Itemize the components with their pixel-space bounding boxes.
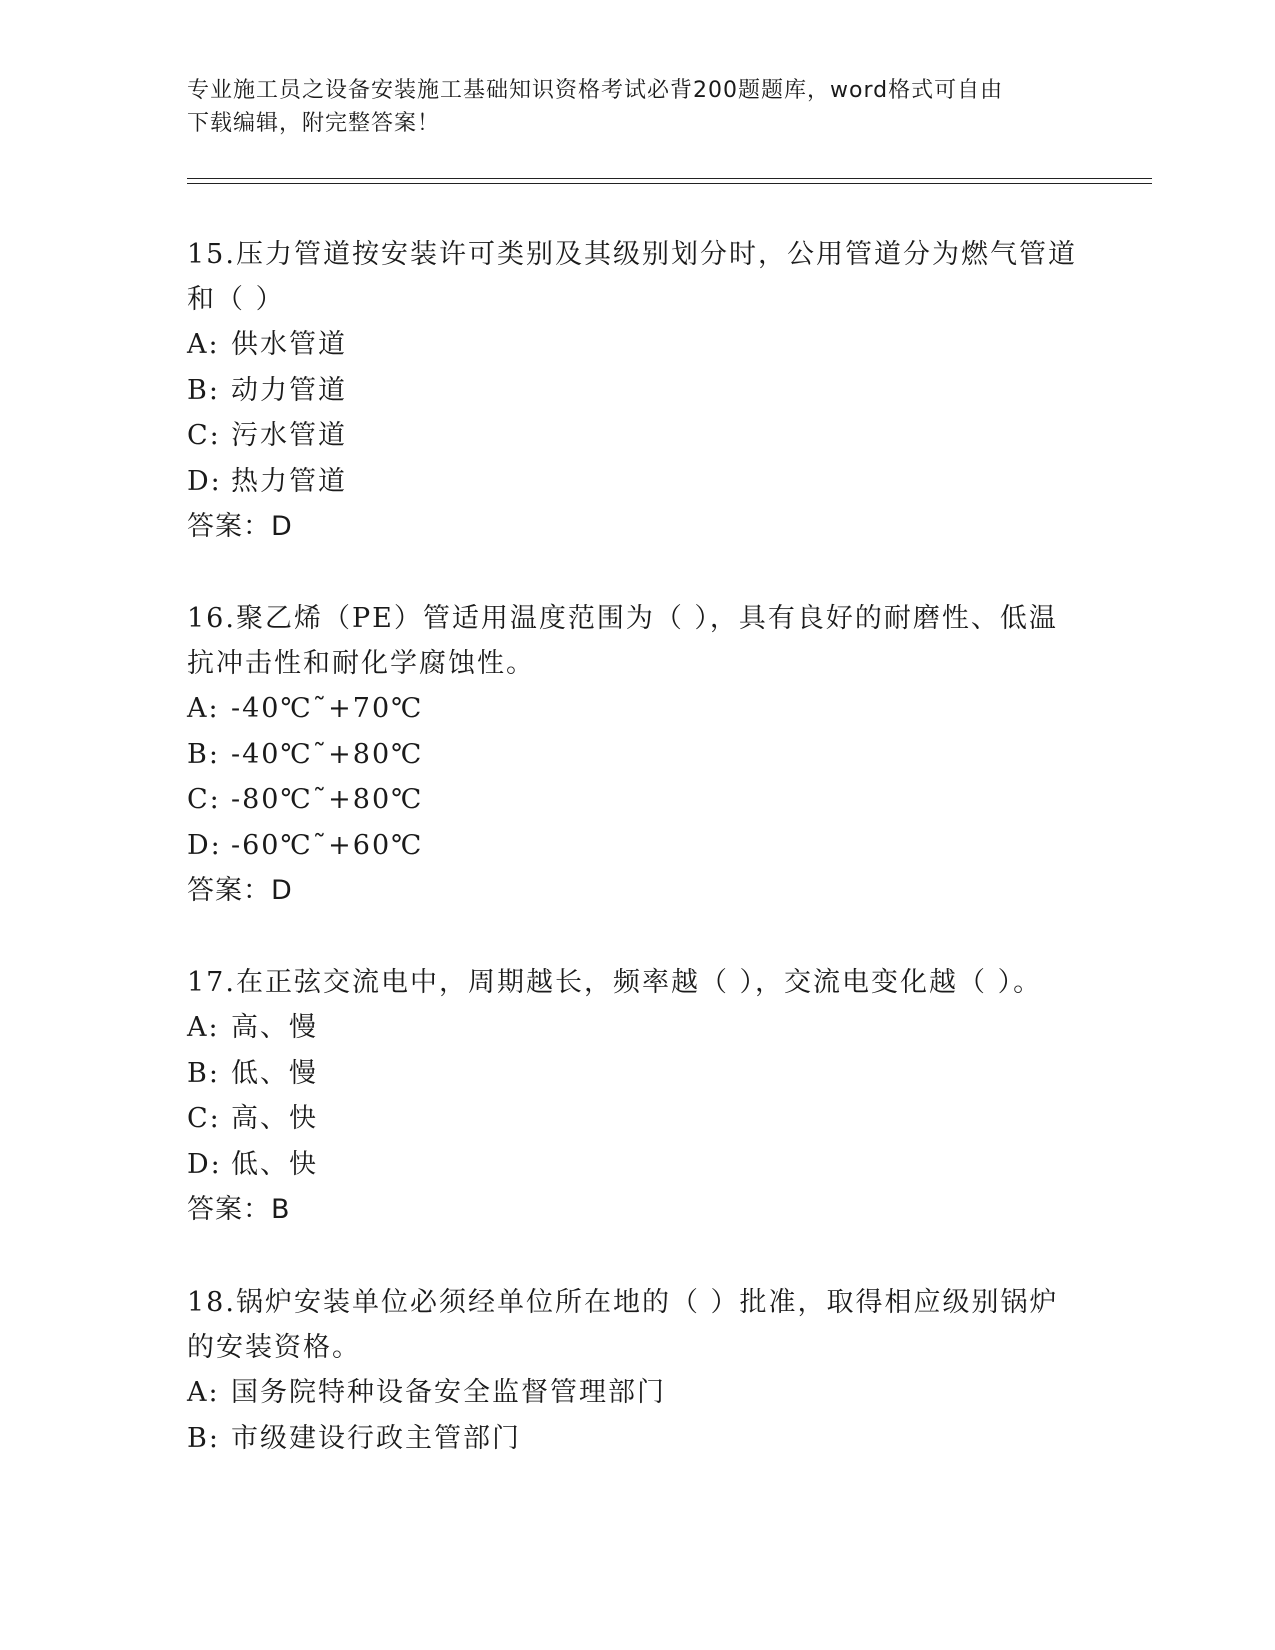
header-divider-bottom [187, 183, 1152, 184]
option-text: -60℃˜+60℃ [231, 829, 424, 861]
question-16 [187, 596, 1087, 914]
option-key: D: [187, 1148, 222, 1180]
option-d [187, 459, 1087, 505]
option-key: A: [187, 693, 220, 724]
option-d [187, 823, 1087, 869]
option-a [187, 322, 1087, 368]
option-text: 国务院特种设备安全监督管理部门 [231, 1377, 666, 1408]
option-text: 动力管道 [231, 374, 347, 406]
option-key: A: [187, 329, 220, 360]
question-stem-line: 17.在正弦交流电中，周期越长，频率越（ ），交流电变化越（ ）。 [187, 967, 1043, 998]
option-text: -40℃˜+70℃ [231, 693, 424, 724]
option-text: 低、快 [231, 1148, 318, 1180]
option-c [187, 1096, 1087, 1142]
question-stem-line: 16.聚乙烯（PE）管适用温度范围为（ ），具有良好的耐磨性、低温 [187, 603, 1058, 634]
option-key: C: [187, 1103, 221, 1134]
header-divider-top [187, 178, 1152, 179]
option-key: D: [187, 465, 222, 497]
option-d [187, 1142, 1087, 1188]
question-stem-line: 的安装资格。 [187, 1332, 361, 1363]
option-a [187, 686, 1087, 732]
answer-line: 答案：D [187, 511, 293, 542]
option-text: -80℃˜+80℃ [231, 784, 424, 815]
option-key: B: [187, 374, 220, 406]
header-line-2: 下载编辑，附完整答案！ [187, 111, 441, 136]
option-b [187, 1416, 1087, 1462]
option-text: 污水管道 [231, 420, 347, 451]
option-key: B: [187, 1057, 220, 1089]
option-key: A: [187, 1377, 220, 1408]
question-15 [187, 232, 1087, 550]
option-key: B: [187, 1422, 220, 1454]
question-stem-line: 15.压力管道按安装许可类别及其级别划分时，公用管道分为燃气管道 [187, 239, 1077, 270]
question-17 [187, 960, 1087, 1233]
document-header [187, 74, 1067, 140]
option-text: 热力管道 [231, 465, 347, 497]
option-a [187, 1005, 1087, 1051]
option-b [187, 368, 1087, 414]
option-text: 低、慢 [231, 1057, 318, 1089]
question-stem-line: 18.锅炉安装单位必须经单位所在地的（ ）批准，取得相应级别锅炉 [187, 1287, 1059, 1318]
option-text: 高、慢 [231, 1012, 318, 1043]
option-key: C: [187, 420, 221, 451]
option-key: D: [187, 829, 222, 861]
answer-line: 答案：D [187, 875, 293, 906]
option-c [187, 413, 1087, 459]
option-text: 供水管道 [231, 329, 347, 360]
option-text: -40℃˜+80℃ [231, 738, 424, 770]
option-key: C: [187, 784, 221, 815]
question-stem-line: 和（ ） [187, 284, 285, 315]
answer-line: 答案：B [187, 1194, 291, 1225]
header-line-1: 专业施工员之设备安装施工基础知识资格考试必背200题题库，word格式可自由 [187, 78, 1004, 103]
option-key: A: [187, 1012, 220, 1043]
option-c [187, 777, 1087, 823]
option-text: 市级建设行政主管部门 [231, 1422, 521, 1454]
option-b [187, 1051, 1087, 1097]
option-text: 高、快 [231, 1103, 318, 1134]
option-key: B: [187, 738, 220, 770]
question-18 [187, 1280, 1087, 1461]
option-a [187, 1370, 1087, 1416]
question-stem-line: 抗冲击性和耐化学腐蚀性。 [187, 648, 535, 679]
option-b [187, 732, 1087, 778]
